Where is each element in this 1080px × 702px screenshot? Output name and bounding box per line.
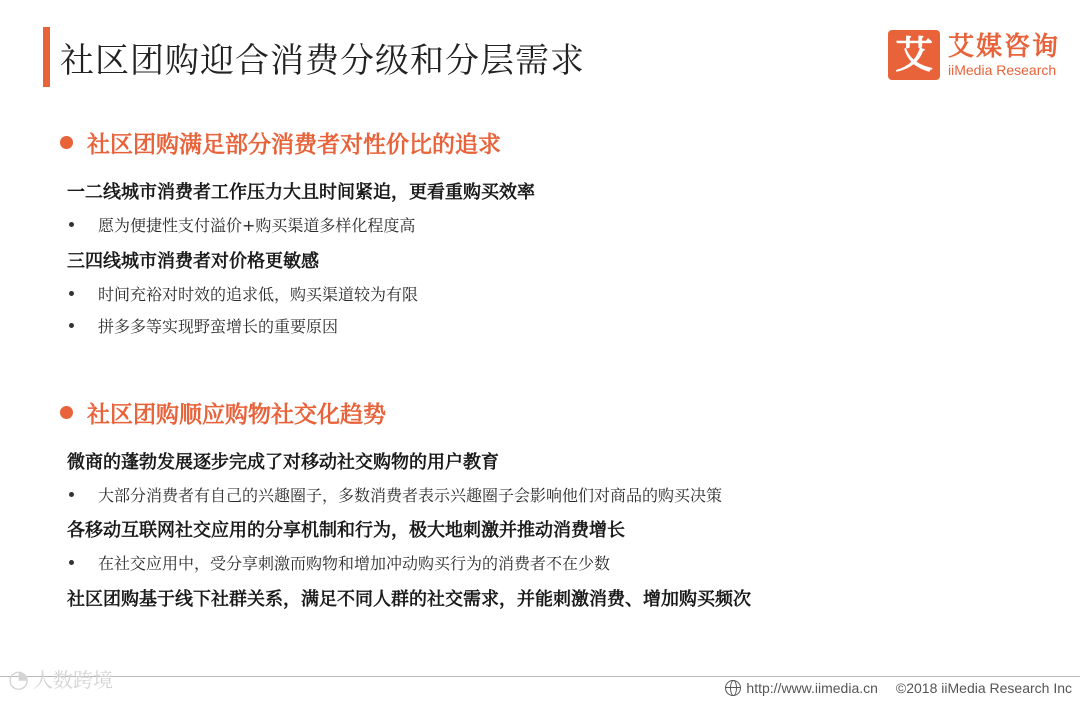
section-heading-text: 社区团购顺应购物社交化趋势 bbox=[87, 402, 386, 428]
logo-mark-icon: 艾 bbox=[888, 30, 940, 80]
bullet-item bbox=[67, 483, 722, 506]
bullet-text: 大部分消费者有自己的兴趣圈子，多数消费者表示兴趣圈子会影响他们对商品的购买决策 bbox=[98, 486, 723, 505]
watermark-text: 人数跨境 bbox=[32, 668, 113, 692]
bullet-text: 时间充裕对时效的追求低，购买渠道较为有限 bbox=[98, 285, 419, 304]
title-accent-bar bbox=[43, 27, 50, 87]
bullet-item bbox=[67, 282, 418, 305]
bullet-item bbox=[67, 551, 610, 574]
section-bullet-icon bbox=[60, 406, 73, 419]
globe-icon bbox=[725, 680, 741, 696]
section-heading-text: 社区团购满足部分消费者对性价比的追求 bbox=[87, 132, 501, 158]
bullet-text: 拼多多等实现野蛮增长的重要原因 bbox=[98, 317, 339, 336]
section-heading-2 bbox=[60, 396, 386, 429]
bullet-text: 愿为便捷性支付溢价+购买渠道多样化程度高 bbox=[98, 216, 416, 235]
logo-chinese-name: 艾媒咨询 bbox=[948, 32, 1061, 62]
subpoint-heading: 社区团购基于线下社群关系，满足不同人群的社交需求，并能刺激消费、增加购买频次 bbox=[67, 589, 751, 610]
subpoint-heading: 三四线城市消费者对价格更敏感 bbox=[67, 251, 319, 272]
subpoint-heading: 各移动互联网社交应用的分享机制和行为，极大地刺激并推动消费增长 bbox=[67, 520, 625, 541]
page-title: 社区团购迎合消费分级和分层需求 bbox=[60, 41, 585, 81]
subpoint-heading: 一二线城市消费者工作压力大且时间紧迫，更看重购买效率 bbox=[67, 182, 535, 203]
section-bullet-icon bbox=[60, 136, 73, 149]
logo-text bbox=[948, 32, 1060, 78]
footer-copyright: ©2018 iiMedia Research Inc bbox=[895, 680, 1072, 696]
bullet-text: 在社交应用中，受分享刺激而购物和增加冲动购买行为的消费者不在少数 bbox=[98, 554, 611, 573]
bullet-item bbox=[67, 314, 338, 337]
bullet-dot-icon bbox=[69, 560, 74, 565]
footer-divider bbox=[0, 676, 1080, 677]
logo-english-name: iiMedia Research bbox=[948, 62, 1057, 78]
bullet-item bbox=[67, 213, 415, 236]
footer-info bbox=[725, 680, 1072, 696]
bullet-dot-icon bbox=[69, 323, 74, 328]
weibo-icon: ◔ bbox=[8, 664, 29, 693]
subpoint-heading: 微商的蓬勃发展逐步完成了对移动社交购物的用户教育 bbox=[67, 452, 499, 473]
bullet-dot-icon bbox=[69, 291, 74, 296]
iimedia-logo bbox=[888, 28, 1060, 82]
watermark bbox=[8, 664, 113, 693]
section-heading-1 bbox=[60, 126, 501, 159]
footer-url[interactable]: http://www.iimedia.cn bbox=[746, 680, 878, 696]
bullet-dot-icon bbox=[69, 492, 74, 497]
bullet-dot-icon bbox=[69, 222, 74, 227]
